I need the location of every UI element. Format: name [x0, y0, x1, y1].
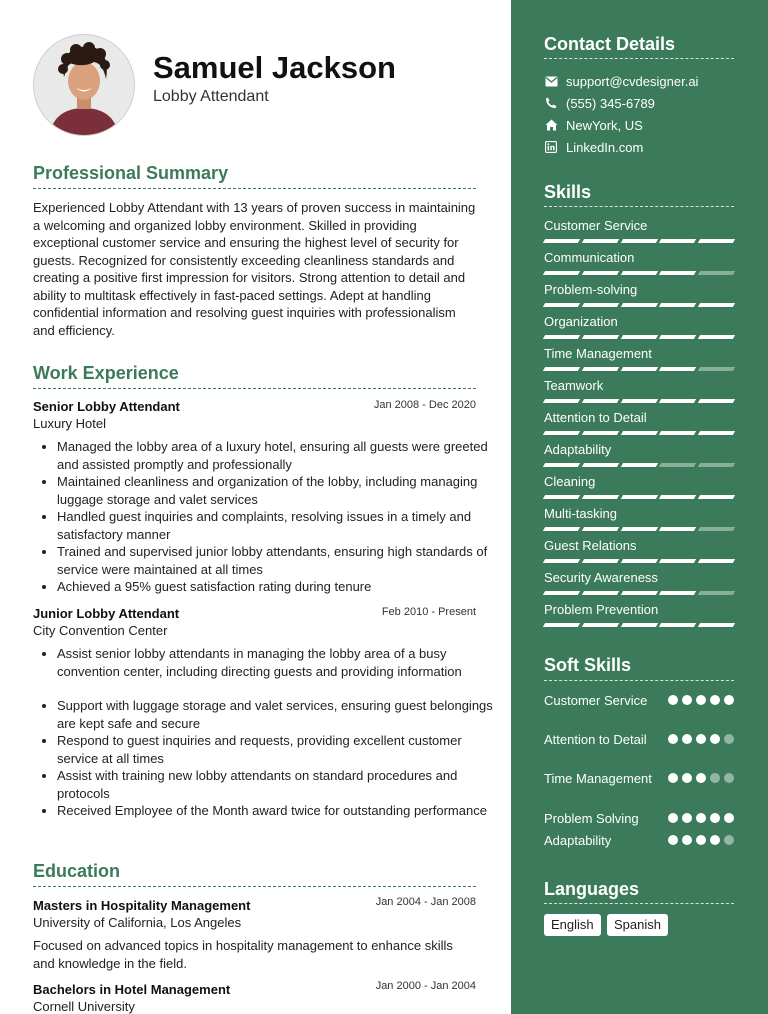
rating-dot	[724, 734, 734, 744]
skill-level-segment	[543, 495, 580, 499]
skill-level-segment	[659, 559, 696, 563]
skill-level-bar	[544, 399, 734, 403]
education-heading: Education	[33, 861, 121, 881]
skill-level-segment	[543, 303, 580, 307]
rating-dot	[724, 835, 734, 845]
contact-linkedin[interactable]	[544, 138, 643, 156]
skill-level-segment	[620, 623, 657, 627]
skill-level-segment	[659, 495, 696, 499]
language-tag: Spanish	[607, 914, 668, 936]
contact-location	[544, 116, 643, 134]
rating-dot	[682, 835, 692, 845]
skill-level-segment	[543, 367, 580, 371]
skill-level-bar	[544, 271, 734, 275]
summary-text: Experienced Lobby Attendant with 13 years of proven success in maintaining a welcoming and organized lobby environment. Skilled in providing exceptional customer service and ensuring the highest level of security for guests. Recognized for consistently exceeding cleanliness standards and creating a positive first impression for visitors. Strong attention to detail and ability to multitask effectively in fast-paced settings. Adept at handling confidential information and resolving guest inquiries with professionalism and efficiency.	[33, 200, 476, 338]
skills-heading: Skills	[544, 182, 592, 202]
rating-dot	[710, 773, 720, 783]
education-dates: Jan 2004 - Jan 2008	[375, 896, 476, 908]
soft-skill-rating	[668, 734, 734, 744]
rating-dot	[668, 695, 678, 705]
envelope-icon	[544, 74, 558, 88]
skill-level-segment	[698, 559, 735, 563]
skill-name: Organization	[544, 314, 618, 329]
rating-dot	[668, 835, 678, 845]
candidate-role: Lobby Attendant	[153, 88, 269, 105]
skill-level-segment	[543, 271, 580, 275]
skill-level-segment	[543, 431, 580, 435]
contact-linkedin-text: LinkedIn.com	[566, 139, 644, 155]
skill-level-segment	[582, 623, 619, 627]
contact-email[interactable]	[544, 72, 698, 90]
contact-phone[interactable]	[544, 94, 655, 112]
skill-level-bar	[544, 239, 734, 243]
profile-photo	[34, 35, 134, 135]
sidebar	[511, 0, 768, 1014]
skill-level-segment	[698, 591, 735, 595]
languages-heading: Languages	[544, 879, 640, 899]
experience-divider	[33, 388, 476, 389]
skill-level-segment	[698, 303, 735, 307]
list-item: • Maintained cleanliness and organization of the lobby, including managing luggage storage and valet services	[57, 473, 502, 508]
skill-level-segment	[659, 527, 696, 531]
soft-skill-name: Time Management	[544, 771, 652, 786]
list-item: • Assist senior lobby attendants in managing the lobby area of a busy convention center, including directing guests and providing information	[57, 645, 502, 680]
skill-level-segment	[543, 335, 580, 339]
soft-skills-heading: Soft Skills	[544, 655, 632, 675]
rating-dot	[696, 773, 706, 783]
rating-dot	[710, 734, 720, 744]
job-bullets	[33, 645, 502, 820]
rating-dot	[682, 695, 692, 705]
skill-level-bar	[544, 367, 734, 371]
skill-level-segment	[543, 239, 580, 243]
avatar	[33, 34, 135, 136]
skill-level-segment	[698, 239, 735, 243]
skill-level-segment	[698, 399, 735, 403]
skill-level-segment	[659, 463, 696, 467]
skill-level-segment	[582, 527, 619, 531]
skill-level-segment	[620, 239, 657, 243]
skill-level-segment	[659, 271, 696, 275]
skill-level-segment	[659, 431, 696, 435]
skill-level-segment	[620, 463, 657, 467]
skill-level-segment	[659, 303, 696, 307]
linkedin-icon	[544, 140, 558, 154]
skill-level-segment	[582, 335, 619, 339]
skill-name: Problem-solving	[544, 282, 638, 297]
list-item: • Assist with training new lobby attendants on standard procedures and protocols	[57, 767, 502, 802]
soft-skill-name: Customer Service	[544, 693, 648, 708]
phone-icon	[544, 96, 558, 110]
skill-level-segment	[620, 367, 657, 371]
skill-level-bar	[544, 495, 734, 499]
skill-level-segment	[620, 303, 657, 307]
education-school: University of California, Los Angeles	[33, 915, 242, 930]
job-dates: Jan 2008 - Dec 2020	[373, 399, 476, 411]
rating-dot	[696, 695, 706, 705]
soft-skill-rating	[668, 773, 734, 783]
soft-skill-rating	[668, 835, 734, 845]
skill-level-segment	[698, 271, 735, 275]
summary-heading: Professional Summary	[33, 163, 229, 183]
rating-dot	[682, 773, 692, 783]
skill-level-segment	[659, 367, 696, 371]
skill-level-segment	[620, 335, 657, 339]
rating-dot	[682, 734, 692, 744]
skill-level-segment	[543, 591, 580, 595]
list-item: • Support with luggage storage and valet services, ensuring guest belongings are kept safe and secure	[57, 697, 502, 732]
skill-name: Attention to Detail	[544, 410, 647, 425]
skill-level-segment	[659, 591, 696, 595]
skill-name: Guest Relations	[544, 538, 637, 553]
skill-name: Teamwork	[544, 378, 604, 393]
education-degree: Bachelors in Hotel Management	[33, 982, 231, 997]
soft-skill-rating	[668, 695, 734, 705]
skill-level-segment	[582, 559, 619, 563]
rating-dot	[710, 835, 720, 845]
soft-skill-rating	[668, 813, 734, 823]
skill-level-bar	[544, 463, 734, 467]
contact-location-text: NewYork, US	[566, 117, 643, 133]
skill-level-segment	[698, 623, 735, 627]
skill-level-segment	[582, 239, 619, 243]
job-company: City Convention Center	[33, 623, 168, 638]
contact-heading: Contact Details	[544, 34, 676, 54]
skill-level-segment	[543, 559, 580, 563]
skill-name: Problem Prevention	[544, 602, 659, 617]
skill-level-bar	[544, 623, 734, 627]
skill-level-segment	[698, 367, 735, 371]
skill-level-segment	[582, 463, 619, 467]
list-item: • Managed the lobby area of a luxury hotel, ensuring all guests were greeted and assisted promptly and professionally	[57, 438, 502, 473]
rating-dot	[668, 813, 678, 823]
contact-phone-text: (555) 345-6789	[566, 95, 655, 111]
skill-level-segment	[620, 399, 657, 403]
skill-level-segment	[698, 495, 735, 499]
skill-name: Communication	[544, 250, 635, 265]
rating-dot	[668, 773, 678, 783]
skill-level-segment	[698, 431, 735, 435]
skill-name: Customer Service	[544, 218, 648, 233]
skill-level-segment	[543, 463, 580, 467]
skills-divider	[544, 206, 734, 207]
skill-level-segment	[543, 527, 580, 531]
contact-email-text: support@cvdesigner.ai	[566, 73, 699, 89]
soft-skill-name: Attention to Detail	[544, 732, 647, 747]
rating-dot	[668, 734, 678, 744]
home-icon	[544, 118, 558, 132]
education-desc: Focused on advanced topics in hospitality management to enhance skills and knowledge in the field.	[33, 938, 453, 971]
skill-level-segment	[582, 431, 619, 435]
skill-level-bar	[544, 303, 734, 307]
skill-level-bar	[544, 591, 734, 595]
soft-skills-divider	[544, 680, 734, 681]
skill-name: Time Management	[544, 346, 652, 361]
skill-level-segment	[620, 527, 657, 531]
soft-skill-name: Problem Solving	[544, 811, 639, 826]
skill-level-segment	[543, 623, 580, 627]
list-item: • Trained and supervised junior lobby attendants, ensuring high standards of service were maintained at all times	[57, 543, 502, 578]
rating-dot	[710, 813, 720, 823]
skill-name: Adaptability	[544, 442, 612, 457]
summary-divider	[33, 188, 476, 189]
education-divider	[33, 886, 476, 887]
skill-level-segment	[698, 463, 735, 467]
skill-level-segment	[698, 335, 735, 339]
rating-dot	[696, 835, 706, 845]
skill-name: Cleaning	[544, 474, 596, 489]
rating-dot	[724, 813, 734, 823]
contact-divider	[544, 58, 734, 59]
skill-level-bar	[544, 559, 734, 563]
skill-level-segment	[620, 271, 657, 275]
skill-level-segment	[659, 623, 696, 627]
skill-level-segment	[659, 239, 696, 243]
skill-level-bar	[544, 527, 734, 531]
candidate-name: Samuel Jackson	[153, 50, 396, 85]
skill-level-segment	[620, 559, 657, 563]
soft-skill-name: Adaptability	[544, 833, 612, 848]
language-tag: English	[544, 914, 601, 936]
skill-name: Multi-tasking	[544, 506, 617, 521]
rating-dot	[724, 695, 734, 705]
list-item: • Handled guest inquiries and complaints, resolving issues in a timely and satisfactory manner	[57, 508, 502, 543]
skill-level-segment	[659, 399, 696, 403]
skill-level-segment	[582, 271, 619, 275]
skill-level-segment	[582, 399, 619, 403]
rating-dot	[724, 773, 734, 783]
list-item: • Respond to guest inquiries and requests, providing excellent customer service at all times	[57, 732, 502, 767]
education-dates: Jan 2000 - Jan 2004	[375, 980, 476, 992]
rating-dot	[682, 813, 692, 823]
skill-level-segment	[582, 303, 619, 307]
list-item: • Received Employee of the Month award twice for outstanding performance	[57, 802, 502, 820]
experience-heading: Work Experience	[33, 363, 179, 383]
skill-level-segment	[582, 495, 619, 499]
skill-level-bar	[544, 335, 734, 339]
skill-level-segment	[698, 527, 735, 531]
education-degree: Masters in Hospitality Management	[33, 898, 251, 913]
job-company: Luxury Hotel	[33, 416, 106, 431]
skill-level-segment	[659, 335, 696, 339]
job-dates: Feb 2010 - Present	[381, 606, 476, 618]
job-bullets	[33, 438, 502, 596]
skill-name: Security Awareness	[544, 570, 658, 585]
skill-level-segment	[582, 591, 619, 595]
languages-divider	[544, 903, 734, 904]
rating-dot	[710, 695, 720, 705]
skill-level-segment	[620, 591, 657, 595]
rating-dot	[696, 734, 706, 744]
skill-level-segment	[582, 367, 619, 371]
rating-dot	[696, 813, 706, 823]
skill-level-bar	[544, 431, 734, 435]
list-item: • Achieved a 95% guest satisfaction rating during tenure	[57, 578, 502, 596]
skill-level-segment	[543, 399, 580, 403]
skill-level-segment	[620, 431, 657, 435]
skill-level-segment	[620, 495, 657, 499]
education-school: Cornell University	[33, 999, 135, 1014]
job-title: Senior Lobby Attendant	[33, 399, 180, 414]
job-title: Junior Lobby Attendant	[33, 606, 180, 621]
